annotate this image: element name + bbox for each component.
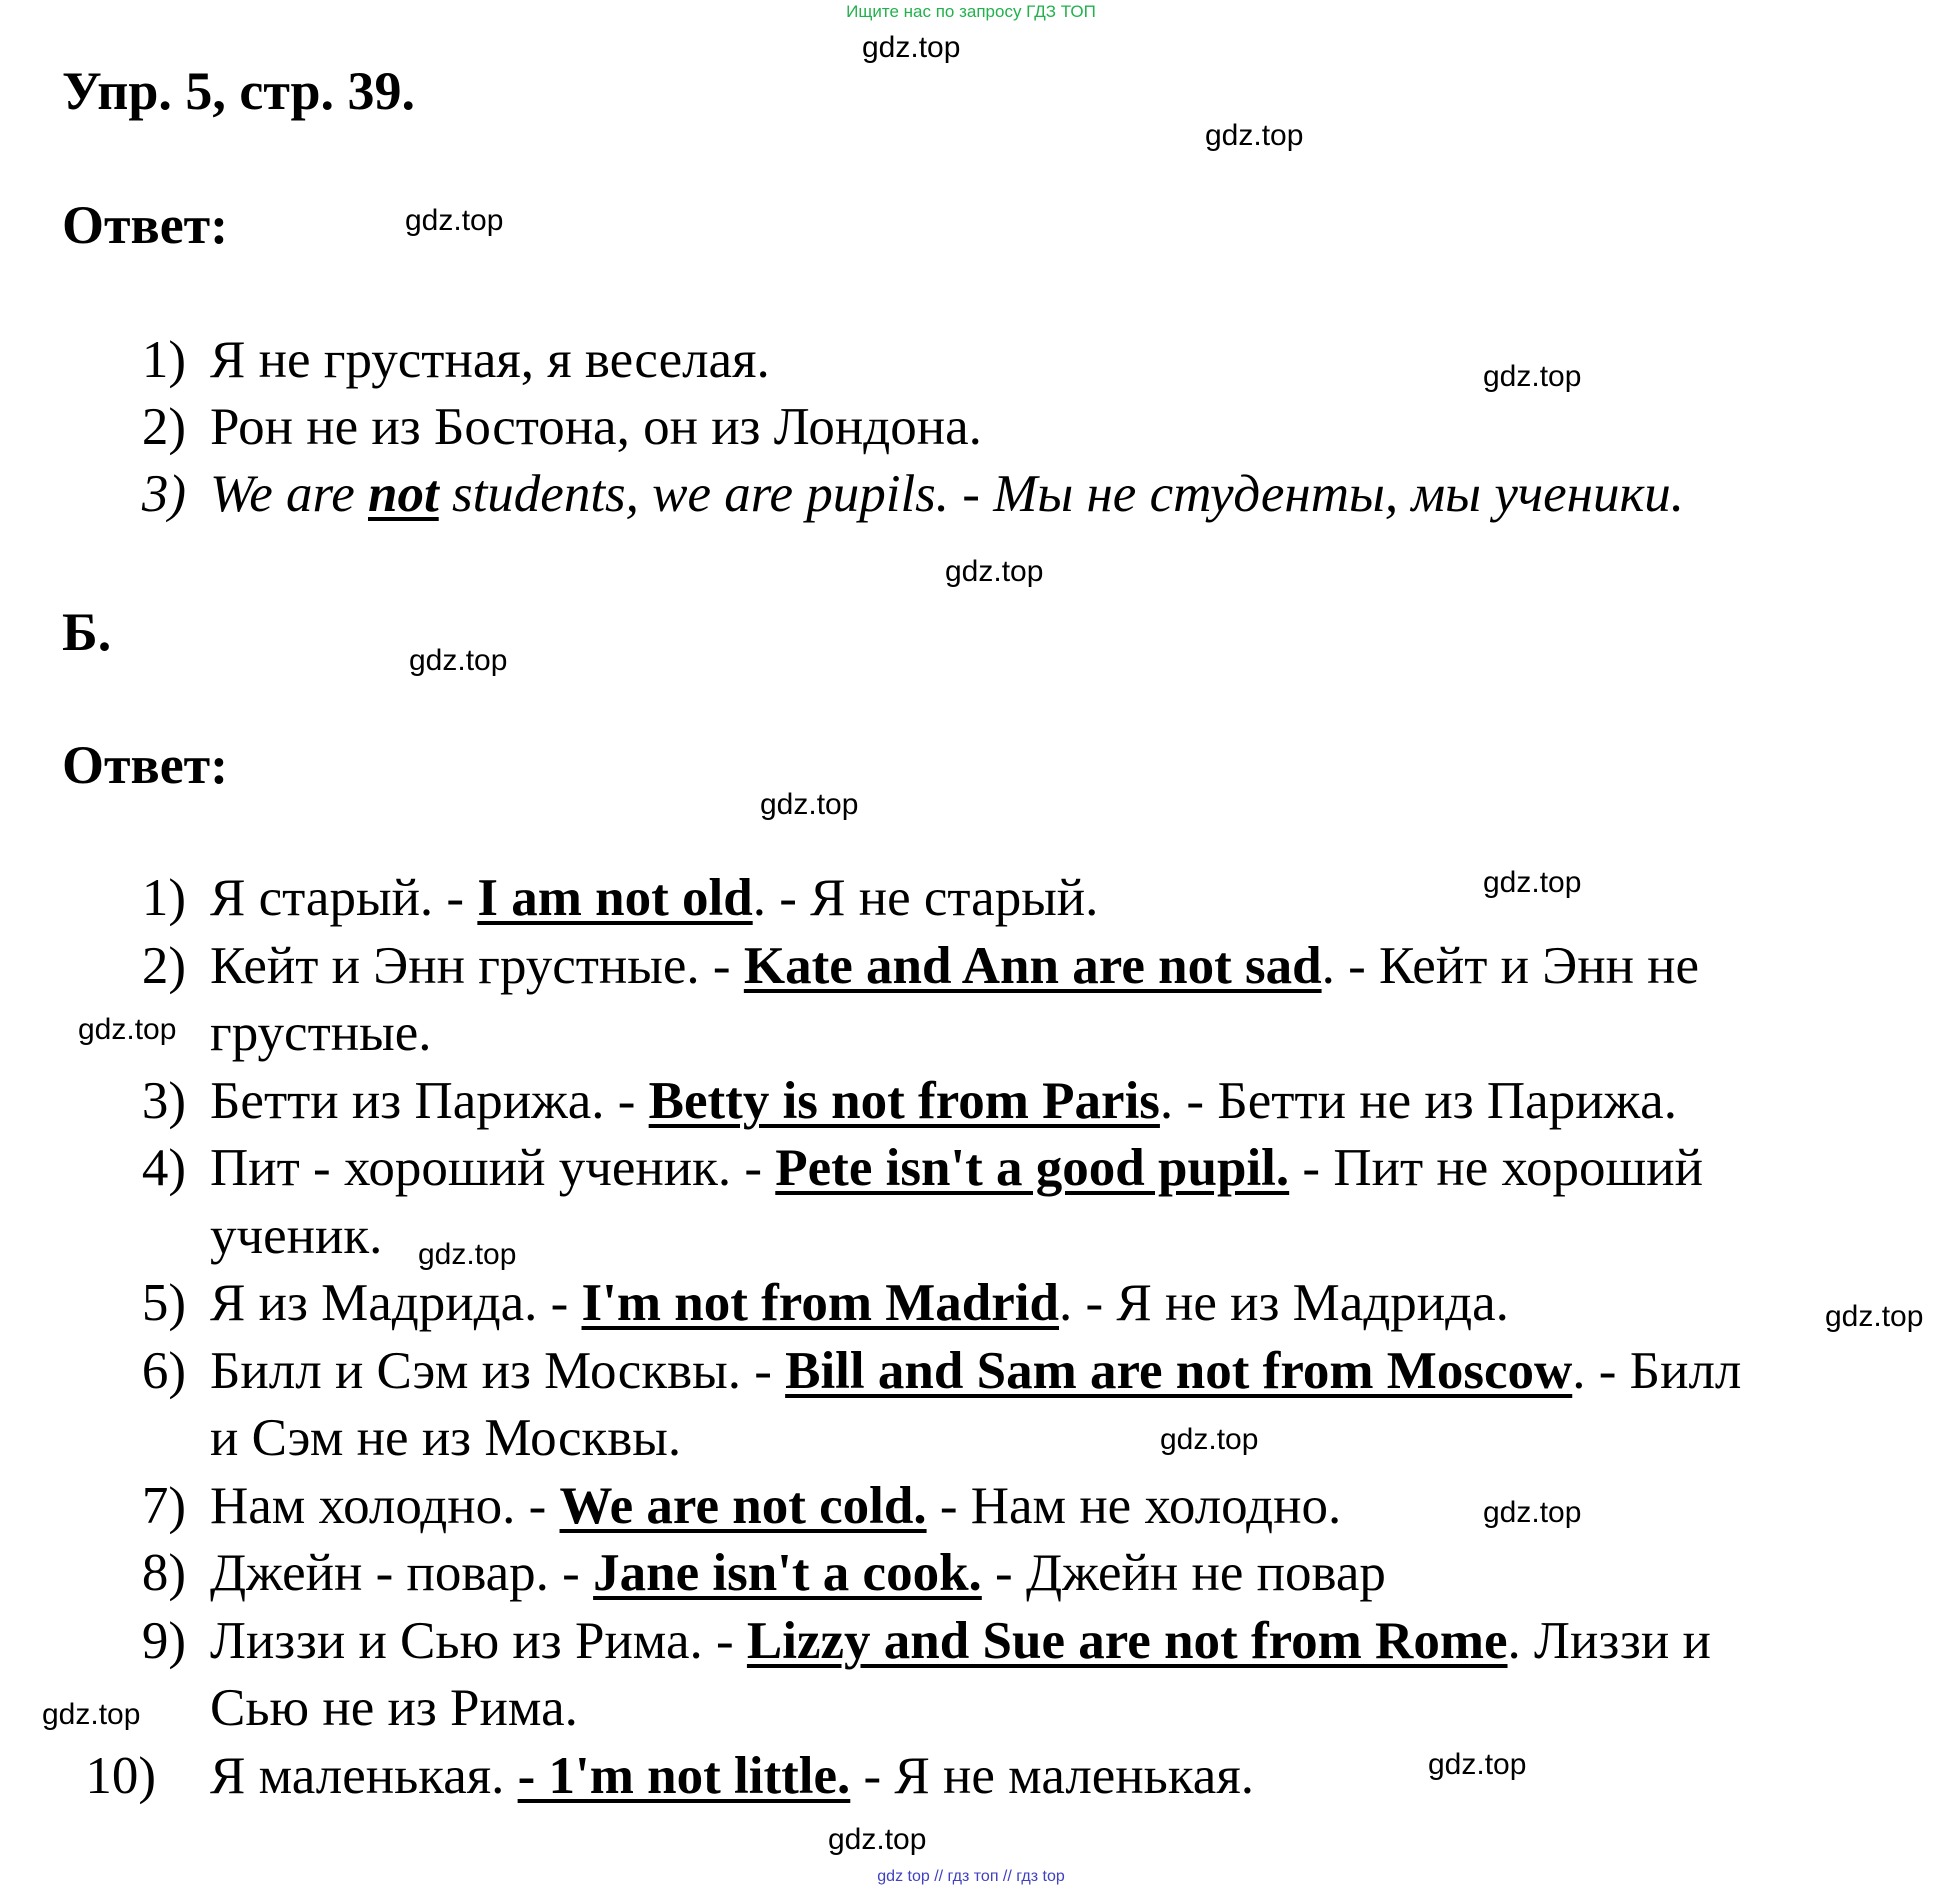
item-text: Пит - хороший ученик. - Pete isn't a good pupil. - Пит не хороший [210, 1139, 1704, 1197]
watermark: gdz.top [828, 1823, 927, 1856]
watermark: gdz.top [945, 555, 1044, 588]
answer-highlight: I am not old [477, 869, 753, 927]
answer-highlight: I'm not from Madrid [581, 1274, 1059, 1332]
item-text: Рон не из Бостона, он из Лондона. [210, 398, 982, 456]
item-text: Джейн - повар. - Jane isn't a cook. - Джейн не повар [210, 1544, 1386, 1602]
item-text: ученик. [210, 1207, 383, 1265]
answer-highlight: not [368, 465, 439, 523]
item-number: 4) [141, 1139, 186, 1197]
item-number: 7) [141, 1477, 186, 1535]
item-text: Я старый. - I am not old. - Я не старый. [210, 869, 1099, 927]
watermark: gdz.top [1428, 1748, 1527, 1781]
item-text: и Сэм не из Москвы. [210, 1409, 682, 1467]
answer-highlight: Bill and Sam are not from Moscow [785, 1342, 1573, 1400]
answer-highlight: - 1'm not little. [517, 1747, 851, 1805]
item-text: Я маленькая. - 1'm not little. - Я не маленькая. [210, 1747, 1254, 1805]
item-text: Нам холодно. - We are not cold. - Нам не холодно. [210, 1477, 1342, 1535]
item-text: Лиззи и Сью из Рима. - Lizzy and Sue are not from Rome. Лиззи и [210, 1612, 1711, 1670]
item-number: 2) [141, 398, 186, 456]
watermark: gdz.top [418, 1238, 517, 1271]
top-banner: Ищите нас по запросу ГДЗ ТОП [846, 2, 1096, 21]
watermark: gdz.top [862, 31, 961, 64]
item-number: 5) [141, 1274, 186, 1332]
item-text: We are not students, we are pupils. - Мы не студенты, мы ученики. [210, 465, 1684, 523]
item-text: Я из Мадрида. - I'm not from Madrid. - Я не из Мадрида. [210, 1274, 1509, 1332]
answer-highlight: Pete isn't a good pupil. [775, 1139, 1290, 1197]
item-text: Бетти из Парижа. - Betty is not from Paris. - Бетти не из Парижа. [210, 1072, 1677, 1130]
item-text: Сью не из Рима. [210, 1679, 578, 1737]
section-b-heading: Б. [62, 602, 112, 662]
answer-highlight: Betty is not from Paris [648, 1072, 1160, 1130]
watermark: gdz.top [1205, 119, 1304, 152]
answer-highlight: We are not cold. [559, 1477, 927, 1535]
item-number: 3) [141, 465, 186, 523]
watermark: gdz.top [1160, 1423, 1259, 1456]
answer-label: Ответ: [62, 195, 229, 255]
answer-label: Ответ: [62, 735, 229, 795]
item-text: Билл и Сэм из Москвы. - Bill and Sam are not from Moscow. - Билл [210, 1342, 1742, 1400]
item-number: 8) [141, 1544, 186, 1602]
item-number: 1) [141, 331, 186, 389]
item-text: грустные. [210, 1004, 432, 1062]
item-number: 6) [141, 1342, 186, 1400]
item-number: 9) [141, 1612, 186, 1670]
answer-highlight: Lizzy and Sue are not from Rome [746, 1612, 1508, 1670]
answer-highlight: Kate and Ann are not sad [743, 937, 1322, 995]
footer: gdz top // гдз топ // гдз top [877, 1868, 1065, 1885]
answer-highlight: Jane isn't a cook. [593, 1544, 982, 1602]
item-number: 3) [141, 1072, 186, 1130]
watermark: gdz.top [1483, 1496, 1582, 1529]
watermark: gdz.top [1825, 1300, 1924, 1333]
item-number: 2) [141, 937, 186, 995]
watermark: gdz.top [1483, 866, 1582, 899]
watermark: gdz.top [405, 204, 504, 237]
watermark: gdz.top [1483, 360, 1582, 393]
watermark: gdz.top [760, 788, 859, 821]
page-title: Упр. 5, стр. 39. [62, 61, 416, 121]
item-number: 1) [141, 869, 186, 927]
item-number: 10) [85, 1747, 156, 1805]
item-text: Кейт и Энн грустные. - Kate and Ann are not sad. - Кейт и Энн не [210, 937, 1700, 995]
item-text: Я не грустная, я веселая. [210, 331, 770, 389]
watermark: gdz.top [409, 644, 508, 677]
watermark: gdz.top [78, 1013, 177, 1046]
watermark: gdz.top [42, 1698, 141, 1731]
